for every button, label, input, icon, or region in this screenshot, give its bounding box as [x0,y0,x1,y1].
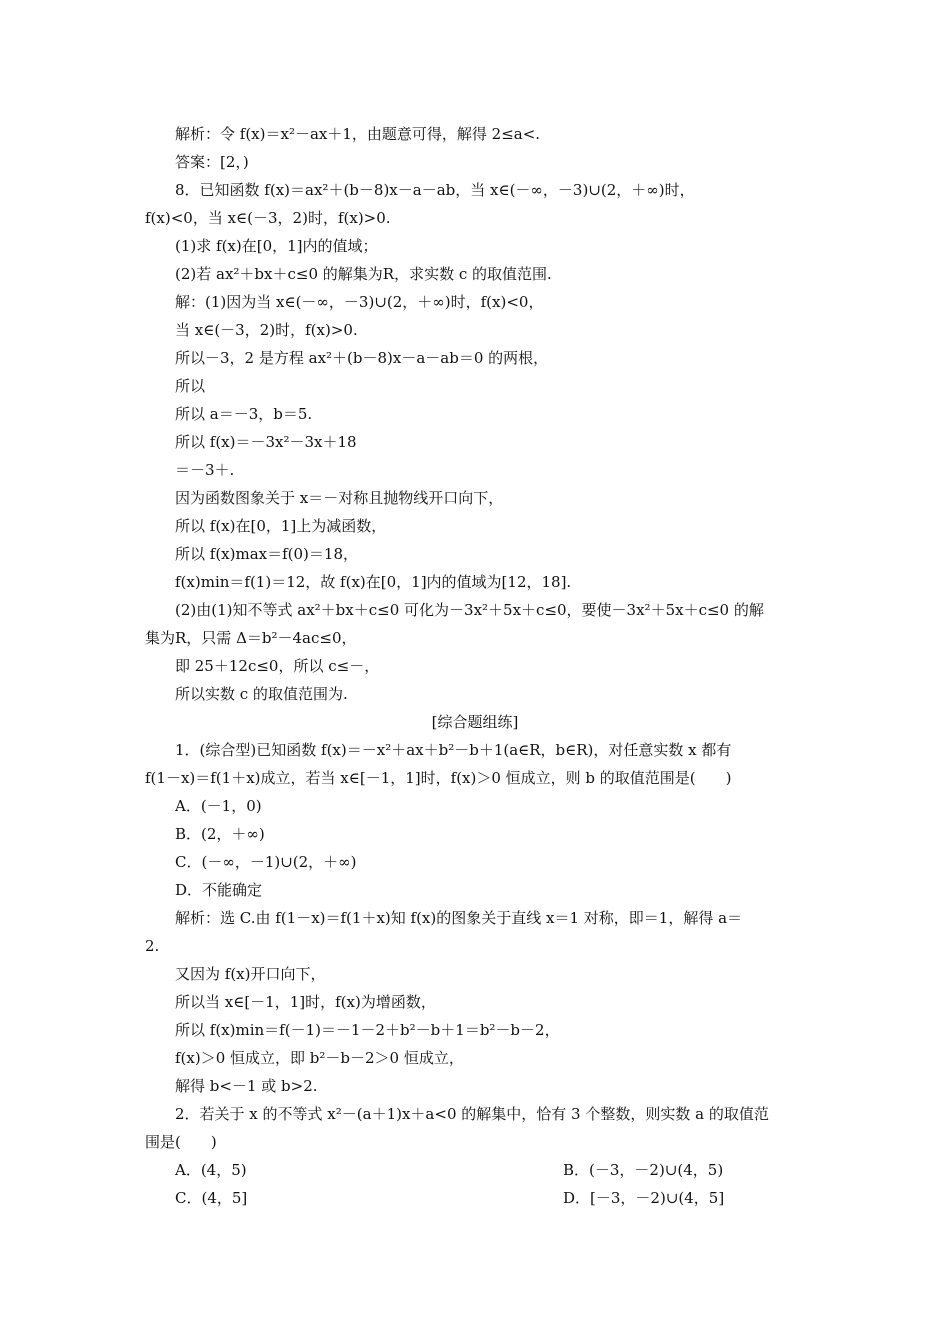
option-d: D．不能确定 [175,881,263,899]
option-c: C．(－∞，－1)∪(2，＋∞) [175,853,357,871]
option-a: A．(－1，0) [175,797,262,815]
text-line: 8．已知函数 f(x)＝ax²＋(b－8)x－a－ab，当 x∈(－∞，－3)∪(2，＋∞)时， [175,181,695,199]
text-line: (1)求 f(x)在[0，1]内的值域； [175,237,378,255]
text-line: 答案：[2，) [175,153,249,171]
text-line: f(x)＞0 恒成立，即 b²－b－2＞0 恒成立， [175,1049,464,1067]
text-line: 又因为 f(x)开口向下， [175,965,326,983]
text-line: 所以当 x∈[－1，1]时，f(x)为增函数， [175,993,436,1011]
text-line: 所以实数 c 的取值范围为. [175,685,348,703]
text-line: 即 25＋12c≤0，所以 c≤－， [175,657,380,675]
text-line: 所以 f(x)＝－3x²－3x＋18 [175,433,357,451]
text-line: 所以 f(x)max＝f(0)＝18， [175,545,358,563]
option-b: B．(－3，－2)∪(4，5) [563,1161,724,1179]
text-line: (2)由(1)知不等式 ax²＋bx＋c≤0 可化为－3x²＋5x＋c≤0，要使－3x²＋5x＋c≤0 的解 [175,601,764,619]
text-line: 解析：令 f(x)＝x²－ax＋1，由题意可得，解得 2≤a<. [175,125,541,143]
text-line: 2．若关于 x 的不等式 x²－(a＋1)x＋a<0 的解集中，恰有 3 个整数，则实数 a 的取值范 [175,1105,769,1123]
option-d: D．[－3，－2)∪(4，5] [563,1189,725,1207]
text-line: ＝－3＋. [175,461,235,479]
text-line: 因为函数图象关于 x＝－对称且抛物线开口向下， [175,489,504,507]
text-line: f(1－x)＝f(1＋x)成立，若当 x∈[－1，1]时，f(x)＞0 恒成立，则 b 的取值范围是( ) [145,769,732,787]
text-line: 解得 b<－1 或 b>2. [175,1077,318,1095]
text-line: 所以－3，2 是方程 ax²＋(b－8)x－a－ab＝0 的两根， [175,349,549,367]
text-line: 1．(综合型)已知函数 f(x)＝－x²＋ax＋b²－b＋1(a∈R，b∈R)，对任意实数 x 都有 [175,741,732,759]
text-line: 2. [145,937,160,955]
section-heading: [综合题组练] [431,713,519,731]
text-line: 解析：选 C.由 f(1－x)＝f(1＋x)知 f(x)的图象关于直线 x＝1 对称，即＝1，解得 a＝ [175,909,743,927]
text-line: 集为R，只需 Δ＝b²－4ac≤0， [145,629,357,647]
text-line: 所以 f(x)在[0，1]上为减函数， [175,517,387,535]
text-line: 所以 a＝－3，b＝5. [175,405,313,423]
text-line: 当 x∈(－3，2)时，f(x)>0. [175,321,358,339]
option-b: B．(2，＋∞) [175,825,265,843]
text-line: f(x)<0，当 x∈(－3，2)时，f(x)>0. [145,209,391,227]
text-line: 所以 [175,377,206,395]
text-line: 解：(1)因为当 x∈(－∞，－3)∪(2，＋∞)时，f(x)<0， [175,293,544,311]
text-line: f(x)min＝f(1)＝12，故 f(x)在[0，1]内的值域为[12，18]. [175,573,572,591]
option-c: C．(4，5] [175,1189,248,1207]
option-a: A．(4，5) [175,1161,247,1179]
text-line: (2)若 ax²＋bx＋c≤0 的解集为R，求实数 c 的取值范围. [175,265,552,283]
text-line: 所以 f(x)min＝f(－1)＝－1－2＋b²－b＋1＝b²－b－2， [175,1021,560,1039]
text-line: 围是( ) [145,1133,217,1151]
